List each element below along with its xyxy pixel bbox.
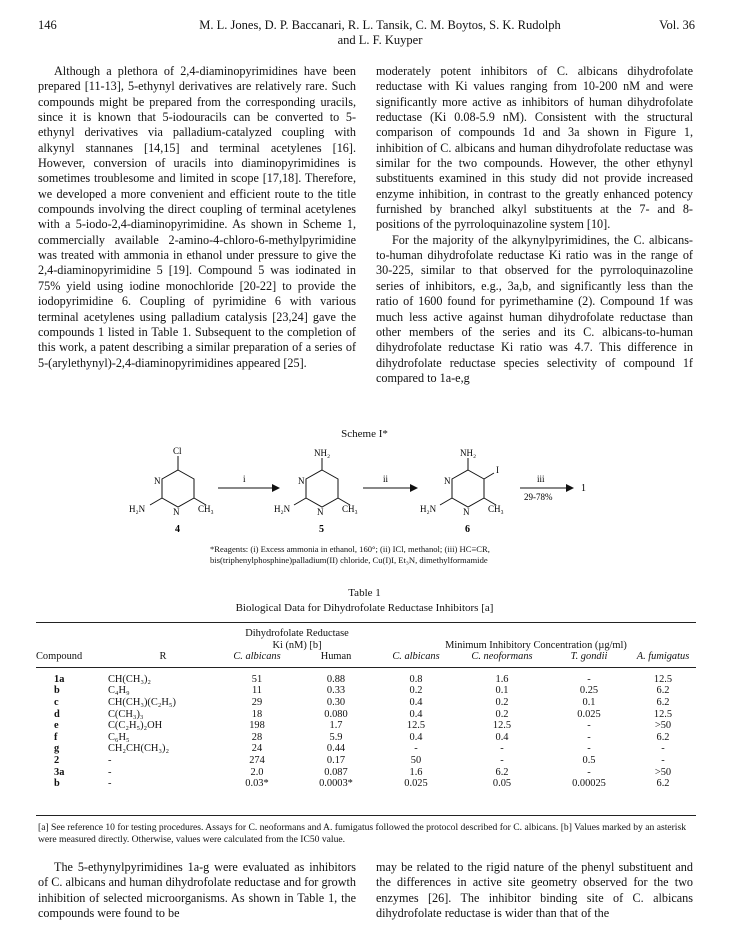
group-header-mic: Minimum Inhibitory Concentration (µg/ml) — [445, 639, 627, 651]
amine-label-4: H₂N — [129, 504, 146, 514]
compound-cell: g — [54, 743, 60, 755]
value-cell: 51 — [251, 673, 263, 685]
value-cell: - — [661, 743, 665, 755]
value-cell: 1.6 — [409, 766, 423, 778]
table-body — [36, 667, 696, 789]
yield-label: 29-78% — [524, 492, 553, 502]
bottom-right-column — [376, 860, 693, 921]
results-paragraph-1: moderately potent inhibitors of C. albicans dihydrofolate reductase with Ki values ranging from 10-200 nM and were significantly more active as inhibitors of human dihydrofolate reductase (Ki 0.08-5.9 nM). Consistent with the structural comparison of compounds 1d and 3a shown in Figure 1, inhibition of C. albicans and human dihydrofolate reductase was similar for the two compounds. However, the other ethynyl substituents examined in this study did not provide increased enzyme inhibition, in contrast to the greatly enhanced potency furnished by branched alkyl substituents at the 7- and 8-positions of the pyrroloquinazoline system [10]. — [376, 64, 693, 232]
value-cell: - — [587, 766, 591, 778]
substituent-cell: C₄H₉ — [108, 685, 130, 697]
substituent-cell: CH(CH₃)₂ — [108, 673, 152, 685]
value-cell: 0.5 — [582, 754, 596, 766]
value-cell: 0.03* — [245, 778, 269, 790]
discussion-paragraph: may be related to the rigid nature of the phenyl substituent and the differences in active site geometry observed for the two enzymes [26]. The inhibitor binding site of C. albicans dihydrofolate reductase is wider than that of the — [376, 860, 693, 921]
iodo-label: I — [496, 465, 499, 475]
value-cell: 12.5 — [492, 720, 512, 732]
left-column — [38, 64, 356, 371]
value-cell: 29 — [251, 696, 263, 708]
group-header-ki: Ki (nM) [b] — [272, 639, 322, 651]
table-top-rule — [36, 622, 696, 623]
substituent-cell: - — [108, 754, 112, 766]
value-cell: 198 — [249, 720, 265, 732]
compound-cell: c — [54, 696, 59, 708]
volume-label: Vol. 36 — [659, 18, 695, 32]
bottom-left-column — [38, 860, 356, 921]
ring-n-5a: N — [298, 476, 305, 486]
value-cell: 6.2 — [495, 766, 509, 778]
ring-n-4b: N — [173, 507, 180, 517]
scheme-drawing — [0, 428, 729, 543]
value-cell: 0.44 — [326, 743, 346, 755]
table-footnote: [a] See reference 10 for testing procedures. Assays for C. neoformans and A. fumigatus followed the protocol described for C. albicans. [b] Values marked by an asterisk were measured directly. Otherwise, values were calculated from the IC50 value. — [38, 822, 687, 845]
data-table — [36, 628, 696, 790]
right-column — [376, 64, 693, 386]
table-row — [36, 685, 696, 697]
value-cell: 0.4 — [495, 731, 509, 743]
value-cell: 0.8 — [409, 673, 423, 685]
value-cell: 11 — [251, 685, 262, 697]
results-paragraph-2: For the majority of the alkynylpyrimidines, the C. albicans-to-human dihydrofolate reductase Ki ratio was in the range of 30-225, similar to that observed for the pyrroloquinazoline series of inhibitors, e.g., 3a,b, and significantly less than the ratio of 1600 found for pyrimethamine (2). Compound 1f was much less active against human dihydrofolate reductase than other members of the series and its C. albicans-to-human dihydrofolate reductase Ki ratio was 4.7. This difference in dihydrofolate reductase species selectivity of compound 1f compared to 1a-e,g — [376, 232, 693, 385]
table-header-cell: C. neoformans — [456, 651, 548, 667]
compound-cell: b — [54, 685, 60, 697]
table-header-cell: Compound — [36, 651, 108, 667]
step-iii-label: iii — [537, 474, 545, 484]
value-cell: 274 — [249, 754, 265, 766]
table-header-cell: T. gondii — [548, 651, 630, 667]
methyl-label-6: CH₃ — [488, 504, 504, 514]
ring-n-6b: N — [463, 507, 470, 517]
value-cell: 0.25 — [579, 685, 599, 697]
value-cell: 0.00025 — [572, 778, 606, 790]
ring-n-6a: N — [444, 476, 451, 486]
table-header-cell: C. albicans — [218, 651, 296, 667]
methyl-label-4: CH₃ — [198, 504, 214, 514]
value-cell: 2.0 — [250, 766, 264, 778]
table-bottom-rule — [36, 815, 696, 816]
table-group-subheader — [36, 640, 696, 652]
evaluation-paragraph: The 5-ethynylpyrimidines 1a-g were evaluated as inhibitors of C. albicans and human dihydrofolate reductase and for growth inhibition of selected microorganisms. As shown in Table 1, the compounds were found to be — [38, 860, 356, 921]
substituent-cell: C(C₂H₅)₂OH — [108, 720, 163, 732]
table-row — [36, 755, 696, 767]
table-row — [36, 697, 696, 709]
compound-4-label: 4 — [175, 524, 180, 535]
value-cell: 6.2 — [656, 778, 670, 790]
value-cell: 5.9 — [329, 731, 343, 743]
value-cell: - — [500, 754, 504, 766]
value-cell: - — [414, 743, 418, 755]
table-row — [36, 767, 696, 779]
scheme-footnote: *Reagents: (i) Excess ammonia in ethanol, 160°; (ii) ICl, methanol; (iii) HC≡CR, bis(triphenylphosphine)palladium(II) chloride, Cu(I)I, Et₃N, dimethylformamide — [210, 544, 490, 565]
value-cell: 18 — [251, 708, 263, 720]
value-cell: 0.087 — [324, 766, 348, 778]
authors-line-2: and L. F. Kuyper — [337, 33, 423, 47]
table-header-row — [36, 651, 696, 667]
amine-label-6: H₂N — [420, 504, 437, 514]
compound-cell: f — [54, 731, 58, 743]
value-cell: 12.5 — [653, 708, 673, 720]
value-cell: 0.05 — [492, 778, 512, 790]
substituent-cell: CH₂CH(CH₃)₂ — [108, 743, 170, 755]
compound-cell: 3a — [54, 766, 65, 778]
table-row — [36, 709, 696, 721]
table-header-cell: C. albicans — [376, 651, 456, 667]
page-number: 146 — [38, 18, 57, 32]
value-cell: >50 — [654, 766, 672, 778]
value-cell: 1.7 — [329, 720, 343, 732]
substituent-cell: CH(CH₃)(C₂H₅) — [108, 696, 177, 708]
value-cell: - — [587, 743, 591, 755]
value-cell: 12.5 — [653, 673, 673, 685]
value-cell: - — [587, 731, 591, 743]
value-cell: 6.2 — [656, 731, 670, 743]
value-cell: - — [587, 720, 591, 732]
table-header-cell: R — [108, 651, 218, 667]
value-cell: 24 — [251, 743, 263, 755]
table-header-cell: A. fumigatus — [630, 651, 696, 667]
value-cell: 0.2 — [495, 708, 509, 720]
value-cell: - — [500, 743, 504, 755]
value-cell: 0.080 — [324, 708, 348, 720]
value-cell: >50 — [654, 720, 672, 732]
value-cell: 28 — [251, 731, 263, 743]
group-header-dhfr: Dihydrofolate Reductase — [245, 628, 349, 639]
value-cell: 0.17 — [326, 754, 346, 766]
amino-label-6: NH₂ — [460, 448, 477, 458]
compound-6-label: 6 — [465, 524, 470, 535]
value-cell: 0.025 — [404, 778, 428, 790]
value-cell: - — [587, 673, 591, 685]
table-row — [36, 778, 696, 790]
value-cell: 0.33 — [326, 685, 346, 697]
step-i-label: i — [243, 474, 246, 484]
compound-cell: 2 — [54, 754, 60, 766]
step-ii-label: ii — [383, 474, 389, 484]
table-row — [36, 720, 696, 732]
substituent-cell: - — [108, 766, 112, 778]
value-cell: - — [661, 754, 665, 766]
ring-n-5b: N — [317, 507, 324, 517]
authors-line-1: M. L. Jones, D. P. Baccanari, R. L. Tansik, C. M. Boytos, S. K. Rudolph — [199, 18, 561, 32]
value-cell: 0.025 — [577, 708, 601, 720]
substituent-cell: - — [108, 778, 112, 790]
substituent-cell: C(CH₃)₃ — [108, 708, 144, 720]
value-cell: 0.30 — [326, 696, 346, 708]
value-cell: 6.2 — [656, 685, 670, 697]
table-row — [36, 732, 696, 744]
product-label: 1 — [581, 483, 586, 494]
pyrimidine-ring-6 — [452, 470, 484, 507]
compound-cell: 1a — [54, 673, 65, 685]
compound-5-label: 5 — [319, 524, 324, 535]
scheme-title: Scheme I* — [341, 428, 388, 440]
table-header-cell: Human — [296, 651, 376, 667]
value-cell: 12.5 — [406, 720, 426, 732]
value-cell: 0.2 — [495, 696, 509, 708]
ring-n-4a: N — [154, 476, 161, 486]
value-cell: 0.2 — [409, 685, 423, 697]
intro-paragraph: Although a plethora of 2,4-diaminopyrimidines have been prepared [11-13], 5-ethynyl derivatives are relatively rare. Such compounds might be prepared from the corresponding uracils, since it is known that 5-iodouracils can be converted to 5-ethynyl derivatives via palladium-catalyzed coupling with alkynyl stannanes [14,15] and terminal acetylenes [16]. However, conversion of uracils into diaminopyrimidines is sometimes troublesome and limited in scope [17,18]. Therefore, we developed a more convenient and efficient route to the title compounds involving the direct coupling of terminal acetylenes with a 5-iodo-2,4-diaminopyrimidine. As shown in Scheme 1, commercially available 2-amino-4-chloro-6-methylpyrimidine was treated with ammonia in ethanol under pressure to give the 2,4-diaminopyrimidine 5 [19]. Compound 5 was iodinated in 75% yield using iodine monochloride [20-22] to provide the iodopyrimidine 6. Coupling of pyrimidine 6 with various terminal acetylenes using palladium catalysis [23,24] gave the compounds 1 listed in Table 1. Subsequent to the completion of this work, a patent describing a similar preparation of a series of 5-(arylethynyl)-2,4-diaminopyrimidines appeared [25]. — [38, 64, 356, 370]
reaction-scheme — [0, 428, 729, 578]
value-cell: 0.4 — [409, 708, 423, 720]
table-group-header — [36, 628, 696, 640]
pyrimidine-ring-5 — [306, 470, 338, 507]
compound-cell: e — [54, 720, 59, 732]
pyrimidine-ring-4 — [162, 470, 194, 507]
author-line — [150, 18, 610, 48]
value-cell: 0.4 — [409, 731, 423, 743]
table-label: Table 1 — [348, 587, 381, 599]
table-row — [36, 743, 696, 755]
value-cell: 0.0003* — [319, 778, 353, 790]
chloro-label: Cl — [173, 446, 182, 456]
amino-label-5: NH₂ — [314, 448, 331, 458]
amine-label-5: H₂N — [274, 504, 291, 514]
substituent-cell: C₆H₅ — [108, 731, 130, 743]
compound-cell: b — [54, 778, 60, 790]
value-cell: 50 — [410, 754, 422, 766]
value-cell: 0.1 — [495, 685, 509, 697]
value-cell: 0.1 — [582, 696, 596, 708]
compound-cell: d — [54, 708, 60, 720]
value-cell: 6.2 — [656, 696, 670, 708]
methyl-label-5: CH₃ — [342, 504, 358, 514]
value-cell: 1.6 — [495, 673, 509, 685]
table-row — [36, 667, 696, 685]
value-cell: 0.4 — [409, 696, 423, 708]
table-title: Biological Data for Dihydrofolate Reductase Inhibitors [a] — [235, 602, 494, 614]
value-cell: 0.88 — [326, 673, 346, 685]
